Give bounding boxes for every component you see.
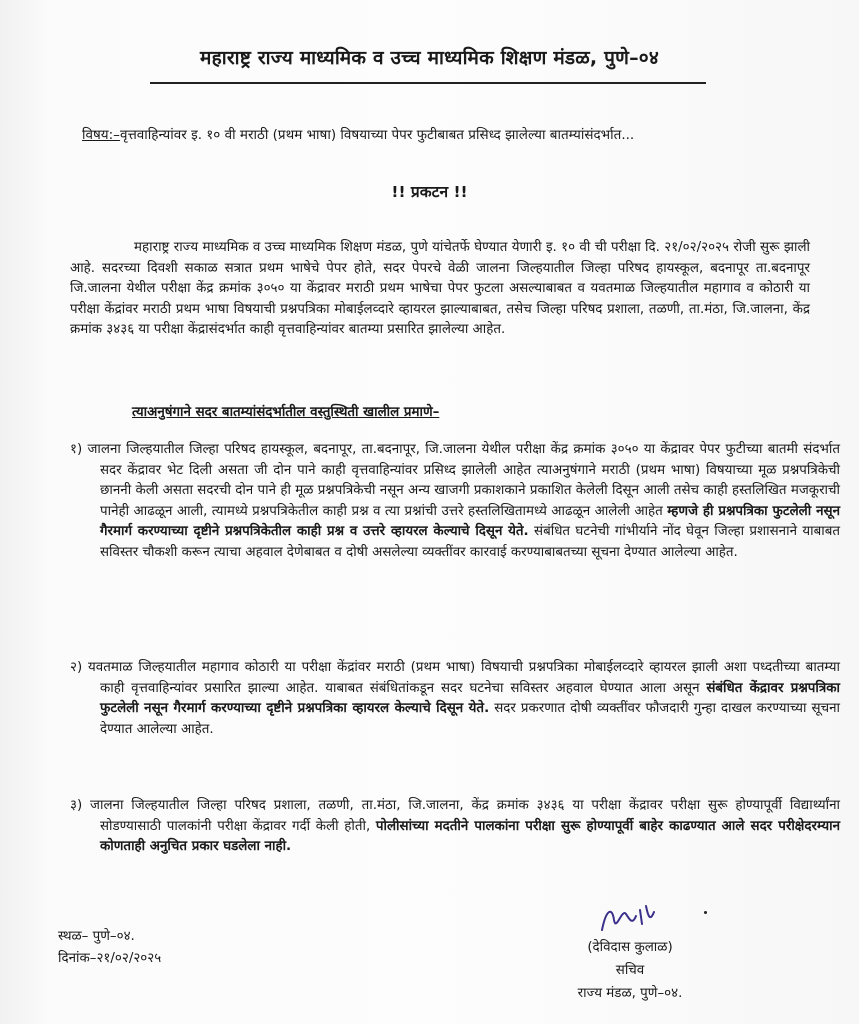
- intro-paragraph: महाराष्ट्र राज्य माध्यमिक व उच्च माध्यमिक शिक्षण मंडळ, पुणे यांचेतर्फे घेण्यात येणारी इ. १० वी ची परीक्षा दि. २१/०२/२०२५ रोजी सुरू झाली आहे. सदरच्या दिवशी सकाळ सत्रात प्रथम भाषेचे पेपर होते, सदर पेपरचे वेळी जालना जिल्हयातील जिल्हा परिषद हायस्कूल, बदनापूर ता.बदनापूर जि.जालना येथील परीक्षा केंद्र क्रमांक ३०५० या केंद्रावर मराठी प्रथम भाषेचा पेपर फुटला असल्याबाबत व यवतमाळ जिल्हयातील महागाव व कोठारी या परीक्षा केंद्रांवर मराठी प्रथम भाषा विषयाची प्रश्नपत्रिका मोबाईलव्दारे व्हायरल झाल्याबाबत, तसेच जिल्हा परिषद प्रशाला, तळणी, ता.मंठा, जि.जालना, केंद्र क्रमांक ३४३६ या परीक्षा केंद्रासंदर्भात काही वृत्तवाहिन्यांवर बातम्या प्रसारित झालेल्या आहेत.: [70, 240, 810, 337]
- fact-item-text-after: सदर प्रकरणात दोषी व्यक्तींवर फौजदारी गुन्हा दाखल करण्याच्या सूचना देण्यात आलेल्या आहेत.: [100, 701, 840, 737]
- date-line: दिनांक–२१/०२/२०२५: [58, 951, 162, 966]
- handwritten-signature: [596, 900, 666, 940]
- subject-label: विषय:–: [82, 127, 120, 143]
- place-line: स्थळ– पुणे–०४.: [58, 929, 135, 944]
- fact-item-bold-text: पोलीसांच्या मदतीने पालकांना परीक्षा सुरू होण्यापूर्वी बाहेर काढण्यात आले सदर परीक्षेदरम्यान कोणताही अनुचित प्रकार घडलेला नाही.: [100, 818, 841, 854]
- fact-item-text: जालना जिल्हयातील जिल्हा परिषद हायस्कूल, बदनापूर, ता.बदनापूर, जि.जालना येथील परीक्षा केंद्र क्रमांक ३०५० या केंद्रावर पेपर फुटीच्या बातमी संदर्भात सदर केंद्रावर भेट दिली असता जी दोन पाने काही वृत्तवाहिन्यांवर प्रसिध्द झालेली आहेत त्याअनुषंगाने मराठी (प्रथम भाषा) विषयाच्या मूळ प्रश्नपत्रिकेची छाननी केली असता सदरची दोन पाने ही मूळ प्रश्नपत्रिकेची नसून अन्य खाजगी प्रकाशकाने प्रकाशित केलेली दिसून आली तसेच काही हस्तलिखित मजकूराची पानेही आढळून आली, त्यामध्ये प्रश्नपत्रिकेतील काही प्रश्न व त्या प्रश्नांची उत्तरे हस्तलिखितामध्ये आढळून आलेली आहेत: [87, 442, 840, 519]
- board-title: महाराष्ट्र राज्य माध्यमिक व उच्च माध्यमिक शिक्षण मंडळ, पुणे–०४: [200, 47, 659, 69]
- fact-item-text: जालना जिल्हयातील जिल्हा परिषद प्रशाला, तळणी, ता.मंठा, जि.जालना, केंद्र क्रमांक ३४३६ या परीक्षा केंद्रावर परीक्षा सुरू होण्यापूर्वी विद्यार्थ्यांना सोडण्यासाठी पालकांनी परीक्षा केंद्रावर गर्दी केली होती,: [90, 798, 840, 834]
- subject-text: वृत्तवाहिन्यांवर इ. १० वी मराठी (प्रथम भाषा) विषयाच्या पेपर फुटीबाबत प्रसिध्द झालेल्या बातम्यांसंदर्भात...: [119, 127, 635, 143]
- fact-item-text-after: संबंधित घटनेची गांभीर्याने नोंद घेवून जिल्हा प्रशासनाने याबाबत सविस्तर चौकशी करून त्याचा अहवाल देणेबाबत व दोषी असलेल्या व्यक्तींवर कारवाई करण्याबाबतच्या सूचना देण्यात आलेल्या आहेत.: [100, 524, 840, 560]
- ink-dot: [704, 911, 707, 914]
- place-date-block: [58, 926, 161, 970]
- facts-heading: त्याअनुषंगाने सदर बातम्यांसंदर्भातील वस्तुस्थिती खालील प्रमाणे–: [132, 405, 440, 420]
- fact-item-number: १): [70, 442, 83, 457]
- title-underline: [150, 82, 706, 84]
- signatory-name: (देविदास कुलाळ): [587, 940, 673, 955]
- fact-item-bold-text: म्हणजे ही प्रश्नपत्रिका फुटलेली नसून गैरमार्ग करण्याच्या दृष्टीने प्रश्नपत्रिकेतील काही प्रश्न व उत्तरे व्हायरल केल्याचे दिसून येते.: [100, 503, 841, 539]
- signatory-title: सचिव: [615, 963, 645, 978]
- fact-item-2: [70, 658, 840, 740]
- fact-item-text: यवतमाळ जिल्हयातील महागाव कोठारी या परीक्षा केंद्रांवर मराठी (प्रथम भाषा) विषयाची प्रश्नपत्रिका मोबाईलव्दारे व्हायरल झाली अशा पध्दतीच्या बातम्या काही वृत्तवाहिन्यांवर प्रसारित झाल्या आहेत. याबाबत संबंधितांकडून सदर घटनेचा सविस्तर अहवाल घेण्यात आला असून: [88, 660, 841, 696]
- fact-item-number: २): [70, 660, 83, 675]
- fact-item-number: ३): [70, 798, 83, 813]
- subject-line: [82, 125, 822, 143]
- signatory-block: [540, 936, 720, 1005]
- announcement-heading: !! प्रकटन !!: [391, 183, 468, 201]
- signatory-office: राज्य मंडळ, पुणे–०४.: [577, 986, 683, 1001]
- fact-item-3: [70, 796, 840, 858]
- fact-item-1: [70, 440, 840, 563]
- fact-item-bold-text: संबंधित केंद्रावर प्रश्नपत्रिका फुटलेली नसून गैरमार्ग करण्याच्या दृष्टीने प्रश्नपत्रिका व्हायरल केल्याचे दिसून येते.: [100, 680, 841, 716]
